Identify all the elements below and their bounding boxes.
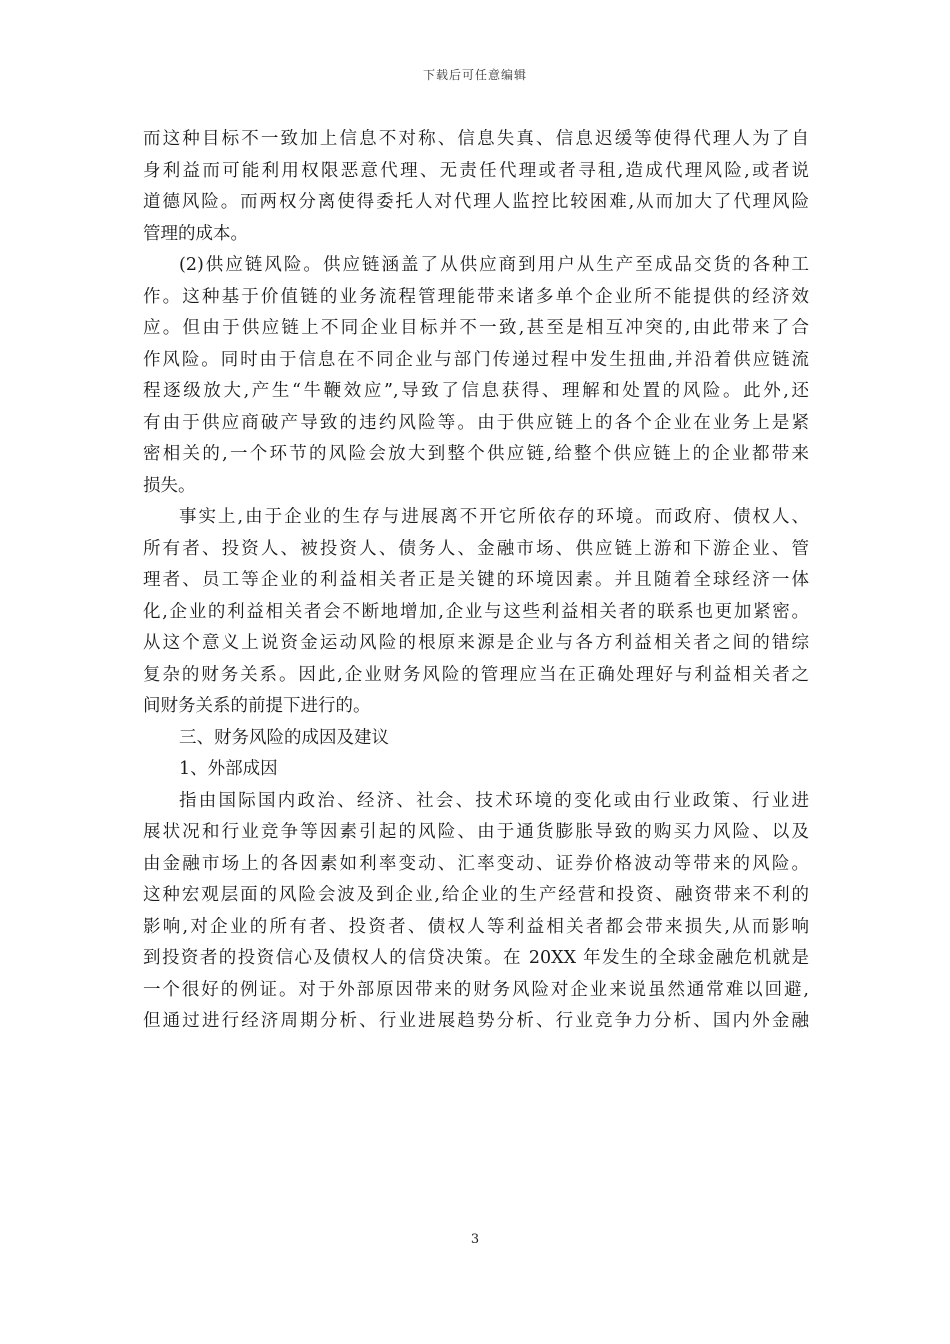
text-line: 影响,对企业的所有者、投资者、债权人等利益相关者都会带来损失,从而影响 bbox=[143, 916, 809, 937]
text-line: 密相关的,一个环节的风险会放大到整个供应链,给整个供应链上的企业都带来 bbox=[143, 444, 809, 464]
text-line: 指由国际国内政治、经济、社会、技术环境的变化或由行业政策、行业进 bbox=[179, 790, 809, 811]
text-line: 作。这种基于价值链的业务流程管理能带来诸多单个企业所不能提供的经济效 bbox=[143, 286, 809, 307]
text-line: 复杂的财务关系。因此,企业财务风险的管理应当在正确处理好与利益相关者之 bbox=[143, 664, 809, 685]
text-line: 程逐级放大,产生“牛鞭效应”,导致了信息获得、理解和处置的风险。此外,还 bbox=[143, 381, 809, 401]
text-line: 道德风险。而两权分离使得委托人对代理人监控比较困难,从而加大了代理风险 bbox=[143, 192, 809, 212]
text-line: 1、外部成因 bbox=[179, 759, 278, 779]
text-line: 身利益而可能利用权限恶意代理、无责任代理或者寻租,造成代理风险,或者说 bbox=[143, 160, 809, 181]
text-line: 化,企业的利益相关者会不断地增加,企业与这些利益相关者的联系也更加紧密。 bbox=[143, 601, 809, 622]
text-line: 这种宏观层面的风险会波及到企业,给企业的生产经营和投资、融资带来不利的 bbox=[143, 885, 809, 905]
text-line: 损失。 bbox=[143, 475, 196, 496]
text-line: 一个很好的例证。对于外部原因带来的财务风险对企业来说虽然通常难以回避, bbox=[143, 979, 809, 1000]
text-line: 有由于供应商破产导致的违约风险等。由于供应链上的各个企业在业务上是紧 bbox=[143, 412, 809, 433]
text-line: 到投资者的投资信心及债权人的信贷决策。在 20XX 年发生的全球金融危机就是 bbox=[143, 948, 809, 968]
page-number: 3 bbox=[470, 1232, 480, 1247]
text-line: 展状况和行业竞争等因素引起的风险、由于通货膨胀导致的购买力风险、以及 bbox=[143, 822, 809, 842]
text-line: 三、财务风险的成因及建议 bbox=[179, 727, 389, 748]
document-body bbox=[143, 124, 809, 1038]
text-line: 事实上,由于企业的生存与进展离不开它所依存的环境。而政府、债权人、 bbox=[179, 507, 809, 527]
text-line: 管理的成本。 bbox=[143, 223, 248, 244]
text-line: 理者、员工等企业的利益相关者正是关键的环境因素。并且随着全球经济一体 bbox=[143, 570, 809, 590]
text-line: 但通过进行经济周期分析、行业进展趋势分析、行业竞争力分析、国内外金融 bbox=[143, 1011, 809, 1031]
text-line: 由金融市场上的各因素如利率变动、汇率变动、证券价格波动等带来的风险。 bbox=[143, 853, 809, 874]
text-line: 从这个意义上说资金运动风险的根原来源是企业与各方利益相关者之间的错综 bbox=[143, 633, 809, 653]
text-line: 应。但由于供应链上不同企业目标并不一致,甚至是相互冲突的,由此带来了合 bbox=[143, 318, 809, 338]
text-line: 而这种目标不一致加上信息不对称、信息失真、信息迟缓等使得代理人为了自 bbox=[143, 129, 809, 149]
text-line: 所有者、投资人、被投资人、债务人、金融市场、供应链上游和下游企业、管 bbox=[143, 538, 809, 559]
text-line: (2)供应链风险。供应链涵盖了从供应商到用户从生产至成品交货的各种工 bbox=[179, 255, 809, 275]
text-line: 作风险。同时由于信息在不同企业与部门传递过程中发生扭曲,并沿着供应链流 bbox=[143, 349, 809, 370]
page-header: 下载后可任意编辑 bbox=[422, 68, 527, 82]
text-line: 间财务关系的前提下进行的。 bbox=[143, 696, 371, 716]
